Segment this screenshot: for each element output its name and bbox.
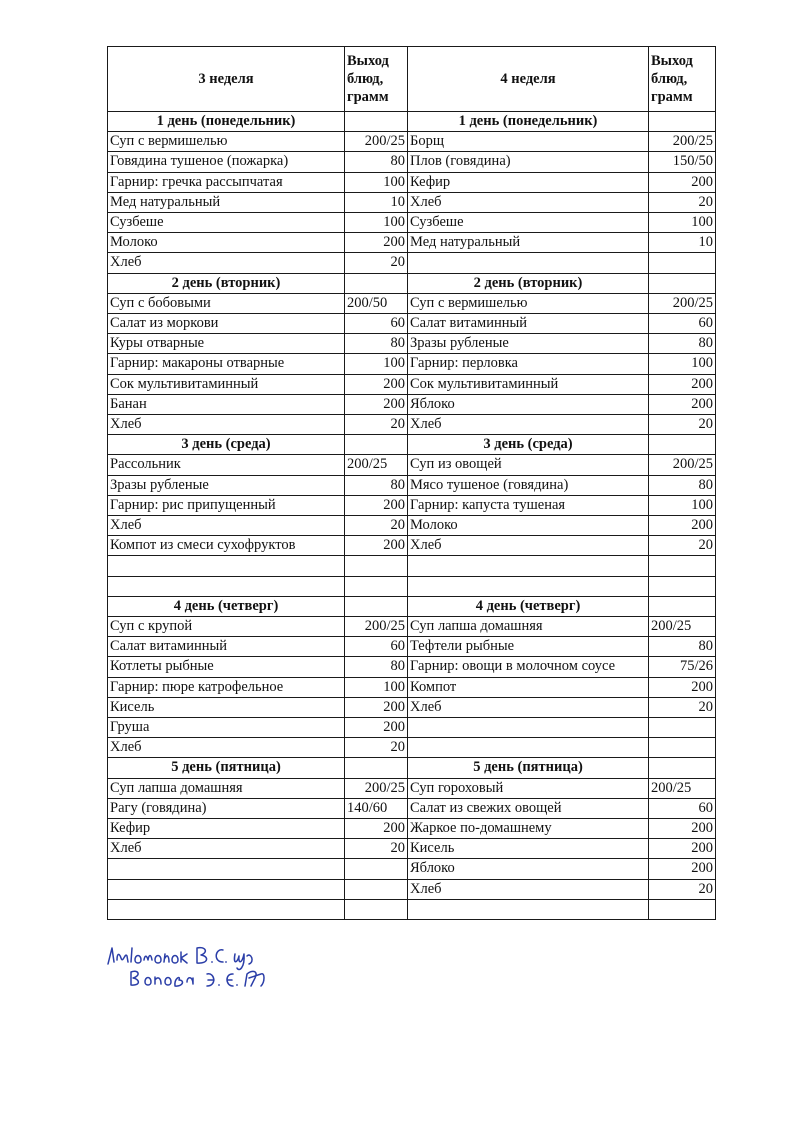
week-3-dish-yield: 20 [345, 253, 408, 273]
week-4-dish-name: Суп из овощей [408, 455, 649, 475]
week-3-dish-name [108, 899, 345, 919]
week-3-dish-name: Кисель [108, 697, 345, 717]
week-4-dish-yield [649, 899, 716, 919]
week-3-dish-name: Хлеб [108, 839, 345, 859]
week-4-dish-name [408, 738, 649, 758]
week-3-dish-yield: 60 [345, 637, 408, 657]
day-header-row [108, 112, 716, 132]
week-3-dish-name: Хлеб [108, 516, 345, 536]
week-4-dish-yield: 200 [649, 819, 716, 839]
table-row [108, 899, 716, 919]
week-3-dish-yield: 80 [345, 657, 408, 677]
week-4-dish-name [408, 718, 649, 738]
table-row [108, 657, 716, 677]
week-4-dish-yield [649, 253, 716, 273]
table-row [108, 819, 716, 839]
week-4-dish-name: Плов (говядина) [408, 152, 649, 172]
week-4-dish-name: Яблоко [408, 859, 649, 879]
day-title-right: 3 день (среда) [408, 435, 649, 455]
week-4-dish-name [408, 576, 649, 596]
week-4-dish-name [408, 253, 649, 273]
week-3-dish-yield: 60 [345, 314, 408, 334]
week-3-dish-yield: 200/25 [345, 778, 408, 798]
week-4-dish-name: Суп с вермишелью [408, 293, 649, 313]
week-4-dish-name: Компот [408, 677, 649, 697]
table-row [108, 475, 716, 495]
week-3-dish-name: Котлеты рыбные [108, 657, 345, 677]
week-4-dish-yield: 200/25 [649, 778, 716, 798]
day-title-left: 2 день (вторник) [108, 273, 345, 293]
week-4-dish-name: Жаркое по-домашнему [408, 819, 649, 839]
day-header-row [108, 273, 716, 293]
yield-header-left: Выход блюд, грамм [345, 47, 408, 112]
week-4-dish-yield: 200 [649, 839, 716, 859]
week-4-dish-name: Суп лапша домашняя [408, 617, 649, 637]
day-header-row [108, 596, 716, 616]
week-3-dish-name: Мед натуральный [108, 192, 345, 212]
week-4-dish-yield: 200 [649, 374, 716, 394]
table-row [108, 192, 716, 212]
week-4-dish-name: Борщ [408, 132, 649, 152]
week-4-dish-yield: 100 [649, 495, 716, 515]
week-4-dish-name: Хлеб [408, 536, 649, 556]
week-4-dish-yield: 20 [649, 192, 716, 212]
week-3-dish-yield: 10 [345, 192, 408, 212]
week-3-dish-name: Салат из моркови [108, 314, 345, 334]
header-row [108, 47, 716, 112]
week-4-dish-yield: 200/25 [649, 455, 716, 475]
table-row [108, 213, 716, 233]
week-3-dish-yield: 80 [345, 475, 408, 495]
table-row [108, 576, 716, 596]
week-3-dish-name: Рассольник [108, 455, 345, 475]
week-3-dish-yield: 200 [345, 697, 408, 717]
week-3-dish-yield: 20 [345, 839, 408, 859]
week-4-dish-name: Сок мультивитаминный [408, 374, 649, 394]
week-3-dish-yield: 100 [345, 213, 408, 233]
table-row [108, 536, 716, 556]
day-title-left: 3 день (среда) [108, 435, 345, 455]
week-3-dish-yield: 200 [345, 374, 408, 394]
week-3-dish-name: Хлеб [108, 738, 345, 758]
week-3-dish-name: Хлеб [108, 253, 345, 273]
week-3-dish-name: Хлеб [108, 415, 345, 435]
week-4-dish-name: Кисель [408, 839, 649, 859]
table-row [108, 839, 716, 859]
week-3-dish-name: Салат витаминный [108, 637, 345, 657]
week-3-dish-name: Компот из смеси сухофруктов [108, 536, 345, 556]
week-4-dish-yield: 80 [649, 334, 716, 354]
table-row [108, 293, 716, 313]
week-3-dish-name: Гарнир: рис припущенный [108, 495, 345, 515]
week-3-dish-yield: 20 [345, 516, 408, 536]
week-4-dish-yield: 20 [649, 879, 716, 899]
week-3-dish-name: Суп с крупой [108, 617, 345, 637]
week-4-dish-name: Мед натуральный [408, 233, 649, 253]
table-row [108, 637, 716, 657]
table-row [108, 516, 716, 536]
week-4-dish-yield: 200 [649, 172, 716, 192]
week-3-dish-yield: 200/50 [345, 293, 408, 313]
week-3-dish-name [108, 556, 345, 576]
week-4-dish-name: Зразы рубленые [408, 334, 649, 354]
week-4-dish-yield: 200 [649, 677, 716, 697]
week-3-dish-yield: 200 [345, 718, 408, 738]
week-4-dish-yield: 20 [649, 536, 716, 556]
week-4-dish-name [408, 556, 649, 576]
week-4-dish-yield: 80 [649, 475, 716, 495]
week-3-dish-yield: 200 [345, 495, 408, 515]
week-3-dish-name: Суп лапша домашняя [108, 778, 345, 798]
day-header-row [108, 758, 716, 778]
week-4-dish-yield: 200 [649, 394, 716, 414]
week-3-dish-name: Гарнир: макароны отварные [108, 354, 345, 374]
week-3-dish-yield [345, 899, 408, 919]
week-3-dish-name: Гарнир: пюре катрофельное [108, 677, 345, 697]
handwritten-signatures [105, 942, 345, 992]
table-row [108, 718, 716, 738]
menu-body [108, 47, 716, 920]
week-4-dish-yield: 100 [649, 213, 716, 233]
week-3-dish-yield: 200/25 [345, 132, 408, 152]
week-4-dish-name: Мясо тушеное (говядина) [408, 475, 649, 495]
week-4-dish-yield: 60 [649, 798, 716, 818]
table-row [108, 738, 716, 758]
day-title-left: 1 день (понедельник) [108, 112, 345, 132]
week-3-dish-name: Суп с вермишелью [108, 132, 345, 152]
week-4-dish-yield: 100 [649, 354, 716, 374]
week-3-dish-name: Груша [108, 718, 345, 738]
week-3-dish-yield: 20 [345, 415, 408, 435]
table-row [108, 455, 716, 475]
week-4-dish-name: Салат из свежих овощей [408, 798, 649, 818]
table-row [108, 253, 716, 273]
week-4-dish-yield: 20 [649, 697, 716, 717]
week-3-dish-yield: 200 [345, 394, 408, 414]
week-3-dish-yield [345, 576, 408, 596]
day-title-right: 1 день (понедельник) [408, 112, 649, 132]
week-4-dish-yield [649, 738, 716, 758]
week-4-dish-yield: 200 [649, 516, 716, 536]
week-4-dish-yield: 10 [649, 233, 716, 253]
yield-header-right: Выход блюд, грамм [649, 47, 716, 112]
week-3-dish-name: Гарнир: гречка рассыпчатая [108, 172, 345, 192]
week-3-dish-yield: 200/25 [345, 455, 408, 475]
table-row [108, 314, 716, 334]
week-4-dish-name: Хлеб [408, 415, 649, 435]
day-title-right: 5 день (пятница) [408, 758, 649, 778]
table-row [108, 354, 716, 374]
empty-cell [345, 273, 408, 293]
week-3-dish-name: Молоко [108, 233, 345, 253]
week-4-dish-yield [649, 576, 716, 596]
week-3-dish-yield: 200 [345, 536, 408, 556]
week-4-dish-yield: 80 [649, 637, 716, 657]
week-4-dish-yield: 200/25 [649, 132, 716, 152]
week-3-dish-name: Зразы рубленые [108, 475, 345, 495]
week-3-dish-name: Банан [108, 394, 345, 414]
week-3-dish-name: Рагу (говядина) [108, 798, 345, 818]
week-4-dish-yield: 200/25 [649, 617, 716, 637]
table-row [108, 859, 716, 879]
week-4-dish-yield: 20 [649, 415, 716, 435]
empty-cell [345, 596, 408, 616]
week-3-dish-yield [345, 879, 408, 899]
week-4-dish-name: Гарнир: капуста тушеная [408, 495, 649, 515]
day-title-right: 2 день (вторник) [408, 273, 649, 293]
table-row [108, 172, 716, 192]
week-4-dish-yield [649, 718, 716, 738]
week-3-dish-yield: 200/25 [345, 617, 408, 637]
week-4-dish-name: Тефтели рыбные [408, 637, 649, 657]
week-4-dish-name: Молоко [408, 516, 649, 536]
week-4-dish-name: Гарнир: перловка [408, 354, 649, 374]
week-4-dish-name: Гарнир: овощи в молочном соусе [408, 657, 649, 677]
week-3-dish-name: Говядина тушеное (пожарка) [108, 152, 345, 172]
week-3-dish-name: Куры отварные [108, 334, 345, 354]
week-3-dish-name [108, 879, 345, 899]
week-3-dish-yield: 100 [345, 677, 408, 697]
table-row [108, 495, 716, 515]
day-title-left: 5 день (пятница) [108, 758, 345, 778]
week-3-dish-yield: 100 [345, 354, 408, 374]
week-3-dish-name: Сок мультивитаминный [108, 374, 345, 394]
empty-cell [345, 112, 408, 132]
week-4-dish-name: Кефир [408, 172, 649, 192]
week-3-dish-yield [345, 859, 408, 879]
table-row [108, 677, 716, 697]
week-4-dish-name: Хлеб [408, 697, 649, 717]
empty-cell [345, 758, 408, 778]
week-3-dish-yield [345, 556, 408, 576]
week-3-dish-yield: 100 [345, 172, 408, 192]
table-row [108, 556, 716, 576]
day-header-row [108, 435, 716, 455]
week-3-dish-yield: 200 [345, 233, 408, 253]
empty-cell [649, 596, 716, 616]
week-3-title: 3 неделя [108, 47, 345, 112]
week-3-dish-yield: 20 [345, 738, 408, 758]
empty-cell [649, 112, 716, 132]
empty-cell [345, 435, 408, 455]
table-row [108, 617, 716, 637]
table-row [108, 334, 716, 354]
table-row [108, 697, 716, 717]
week-3-dish-yield: 140/60 [345, 798, 408, 818]
table-row [108, 233, 716, 253]
week-4-dish-yield: 60 [649, 314, 716, 334]
week-3-dish-name [108, 859, 345, 879]
table-row [108, 132, 716, 152]
week-4-dish-yield: 200/25 [649, 293, 716, 313]
day-title-right: 4 день (четверг) [408, 596, 649, 616]
week-4-dish-name: Яблоко [408, 394, 649, 414]
week-3-dish-name: Сузбеше [108, 213, 345, 233]
menu-table [107, 46, 716, 920]
week-4-dish-name: Сузбеше [408, 213, 649, 233]
table-row [108, 778, 716, 798]
table-row [108, 879, 716, 899]
day-title-left: 4 день (четверг) [108, 596, 345, 616]
empty-cell [649, 273, 716, 293]
week-4-dish-yield [649, 556, 716, 576]
week-4-title: 4 неделя [408, 47, 649, 112]
week-4-dish-name [408, 899, 649, 919]
week-3-dish-name [108, 576, 345, 596]
week-4-dish-yield: 200 [649, 859, 716, 879]
table-row [108, 374, 716, 394]
empty-cell [649, 435, 716, 455]
week-4-dish-name: Суп гороховый [408, 778, 649, 798]
week-4-dish-name: Хлеб [408, 879, 649, 899]
table-row [108, 415, 716, 435]
week-4-dish-yield: 75/26 [649, 657, 716, 677]
week-4-dish-yield: 150/50 [649, 152, 716, 172]
week-3-dish-name: Кефир [108, 819, 345, 839]
table-row [108, 152, 716, 172]
week-4-dish-name: Хлеб [408, 192, 649, 212]
table-row [108, 394, 716, 414]
week-3-dish-name: Суп с бобовыми [108, 293, 345, 313]
week-3-dish-yield: 200 [345, 819, 408, 839]
week-3-dish-yield: 80 [345, 334, 408, 354]
table-row [108, 798, 716, 818]
week-3-dish-yield: 80 [345, 152, 408, 172]
empty-cell [649, 758, 716, 778]
week-4-dish-name: Салат витаминный [408, 314, 649, 334]
